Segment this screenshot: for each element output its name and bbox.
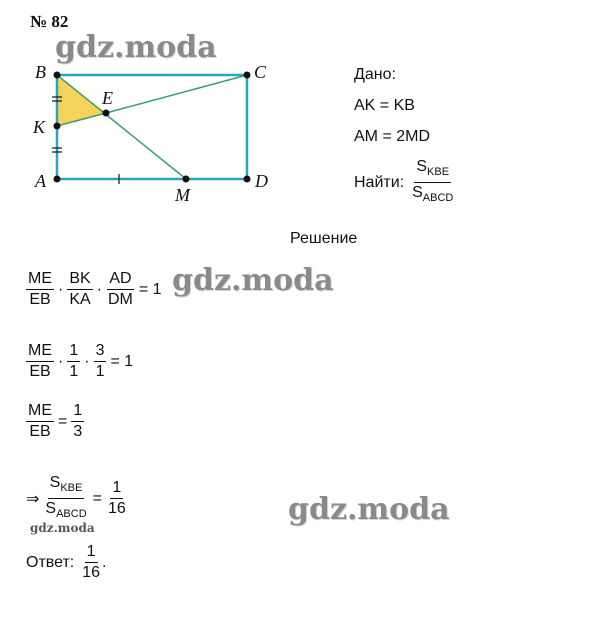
find-label: Найти: — [354, 173, 405, 191]
s2-dot-2: · — [84, 352, 90, 370]
point-k — [54, 123, 61, 130]
watermark-3: gdz.moda — [288, 492, 450, 527]
s3-eq: = — [58, 412, 68, 430]
s4-num-sub: KBE — [60, 482, 83, 495]
s4-den-sub: ABCD — [56, 508, 87, 521]
s3-r-den: 3 — [73, 423, 83, 440]
find-num: S — [416, 158, 428, 175]
point-d — [244, 176, 251, 183]
find-den-sub: ABCD — [422, 192, 454, 205]
s1-dot-1: · — [58, 280, 64, 298]
s4-eq: = — [92, 489, 102, 507]
point-m — [183, 176, 190, 183]
step-4 — [26, 474, 128, 523]
s4-r-num: 1 — [110, 479, 123, 499]
answer-den: 16 — [82, 564, 101, 581]
s2-eq: = 1 — [110, 352, 134, 370]
find-num-sub: KBE — [427, 166, 450, 179]
point-b — [54, 72, 61, 79]
label-a: A — [35, 171, 46, 191]
s2-f3-den: 1 — [95, 363, 105, 380]
watermark-2: gdz.moda — [172, 263, 334, 298]
s2-f2-num: 1 — [67, 342, 80, 362]
s4-arrow: ⇒ — [26, 490, 40, 508]
label-d: D — [255, 171, 268, 191]
rectangle-abcd — [57, 75, 247, 179]
watermark-1: gdz.moda — [55, 30, 217, 65]
find-fraction — [410, 158, 455, 207]
solution-title: Решение — [290, 230, 358, 247]
given-line-2: AM = 2MD — [354, 128, 431, 145]
problem-number: № 82 — [30, 12, 69, 31]
given-block — [354, 66, 430, 159]
find-row — [354, 158, 455, 207]
answer-label: Ответ: — [26, 553, 75, 571]
s1-dot-2: · — [96, 280, 102, 298]
watermark-4: gdz.moda — [30, 521, 95, 535]
point-a — [54, 176, 61, 183]
s1-eq: = 1 — [138, 280, 162, 298]
s1-f3-num: AD — [107, 270, 133, 290]
s4-den: S — [45, 500, 57, 518]
s3-f1-den: EB — [29, 423, 51, 440]
label-e: E — [102, 88, 113, 108]
triangle-kbe — [57, 75, 106, 126]
segment-bm — [57, 75, 186, 179]
s2-f2-den: 1 — [69, 363, 79, 380]
label-b: B — [35, 62, 46, 82]
label-k: K — [33, 117, 46, 137]
point-e — [103, 110, 110, 117]
step-1 — [26, 270, 166, 309]
given-line-1: AK = KB — [354, 97, 415, 114]
given-label: Дано: — [354, 66, 396, 83]
s1-f3-den: DM — [108, 291, 133, 308]
s2-f3-num: 3 — [94, 342, 107, 362]
find-den: S — [412, 184, 423, 202]
s3-r-num: 1 — [71, 402, 84, 422]
s4-r-den: 16 — [107, 500, 126, 518]
label-c: C — [254, 62, 267, 82]
answer-row — [26, 543, 106, 582]
s1-f1-num: ME — [26, 270, 54, 290]
s2-f1-num: ME — [26, 342, 54, 362]
s2-dot-1: · — [58, 352, 64, 370]
answer-num: 1 — [85, 543, 98, 563]
s2-f1-den: EB — [29, 363, 51, 380]
answer-end: . — [102, 553, 107, 571]
s1-f1-den: EB — [29, 291, 51, 308]
step-2 — [26, 342, 137, 381]
point-c — [244, 72, 251, 79]
s1-f2-den: KA — [69, 291, 91, 308]
step-3 — [26, 402, 84, 441]
s4-num: S — [49, 474, 61, 491]
label-m: M — [175, 185, 190, 205]
s1-f2-num: BK — [67, 270, 92, 290]
s3-f1-num: ME — [26, 402, 54, 422]
segment-ec — [106, 75, 247, 113]
